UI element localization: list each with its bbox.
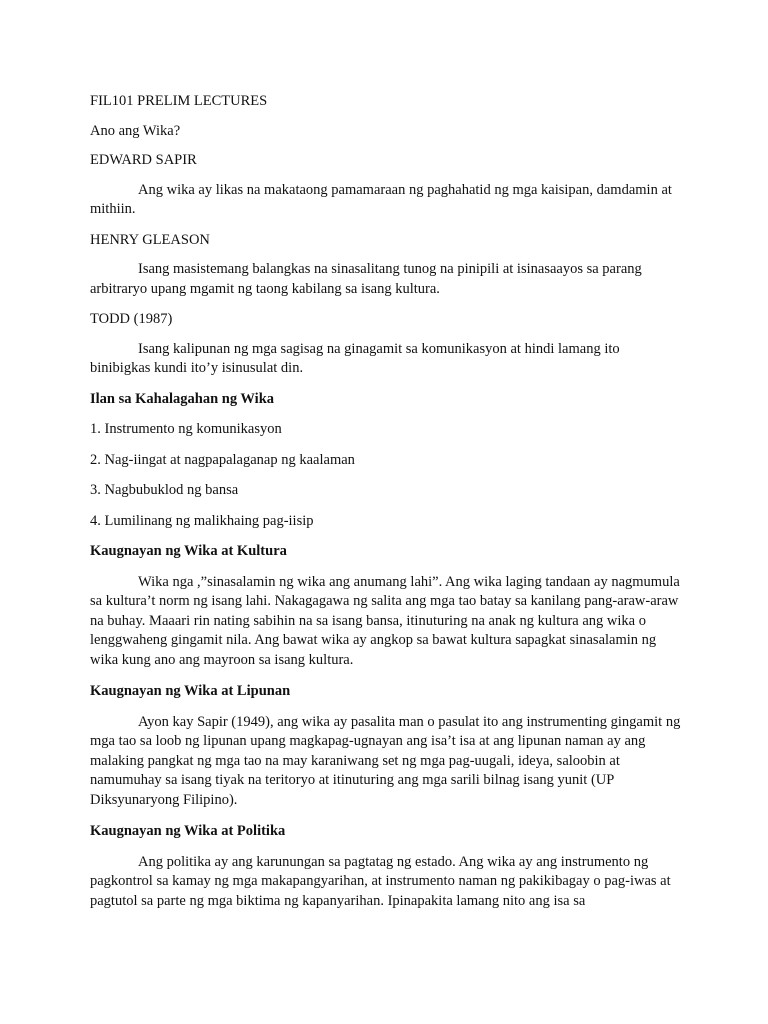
list-item: 2. Nag-iingat at nagpapalaganap ng kaalaman (90, 451, 355, 468)
list-item: 1. Instrumento ng komunikasyon (90, 421, 282, 437)
list-item: 3. Nagbubuklod ng bansa (90, 482, 239, 498)
list-item: 4. Lumilinang ng malikhaing pag-iisip (90, 512, 314, 529)
lipunan-heading: Kaugnayan ng Wika at Lipunan (90, 683, 291, 699)
lipunan-paragraph: Ayon kay Sapir (1949), ang wika ay pasalita man o pasulat ito ang instrumenting gingamit ng mga tao sa loob ng lipunan upang magkapag-ugnayan ang isa’t isa at ang lipunan naman ay ang malaking pangkat ng mga tao na may karaniwang set ng mga pag-uugali, ideya, saloobin at namumuhay sa isang tiyak na teritoryo at itinuturing ang mga sarili bilnag isang yunit (UP Diksyunaryong Filipino). (90, 713, 681, 808)
question-heading: Ano ang Wika? (90, 122, 181, 139)
gleason-definition: Isang masistemang balangkas na sinasalitang tunog na pinipili at isinasaayos sa parang arbitraryo upang mgamit ng taong kabilang sa isang kultura. (90, 261, 642, 297)
todd-definition: Isang kalipunan ng mga sagisag na ginagamit sa komunikasyon at hindi lamang ito binibigkas kundi ito’y isinusulat din. (90, 340, 620, 376)
politika-paragraph: Ang politika ay ang karunungan sa pagtatag ng estado. Ang wika ay ang instrumento ng pagkontrol sa kamay ng mga makapangyarihan, at instrumento naman ng pakikibagay o pag-iwas at pagtutol sa parte ng mga biktima ng kapanyarihan. Ipinapakita lamang nito ang isa sa (90, 853, 671, 909)
sapir-name: EDWARD SAPIR (90, 152, 197, 168)
politika-heading: Kaugnayan ng Wika at Politika (90, 823, 286, 839)
kultura-heading: Kaugnayan ng Wika at Kultura (90, 543, 287, 559)
kahalagahan-heading: Ilan sa Kahalagahan ng Wika (90, 390, 275, 407)
gleason-name: HENRY GLEASON (90, 231, 210, 248)
kultura-paragraph: Wika nga ,”sinasalamin ng wika ang anumang lahi”. Ang wika laging tandaan ay nagmumula sa kultura’t norm ng isang lahi. Nakagagawa ng salita ang mga tao batay sa kanilang pang-araw-araw na buhay. Maaari rin nating sabihin na sa isang bansa, itinuturing na anak ng kultura ang wika o lenggwaheng gingamit nila. Ang bawat wika ay angkop sa bawat kultura sapagkat sinasalamin ng wika kung ano ang mayroon sa isang kultura. (90, 573, 680, 668)
document-title: FIL101 PRELIM LECTURES (90, 93, 268, 109)
sapir-definition: Ang wika ay likas na makataong pamamaraan ng paghahatid ng mga kaisipan, damdamin at mithiin. (90, 181, 672, 217)
todd-name: TODD (1987) (90, 311, 173, 327)
